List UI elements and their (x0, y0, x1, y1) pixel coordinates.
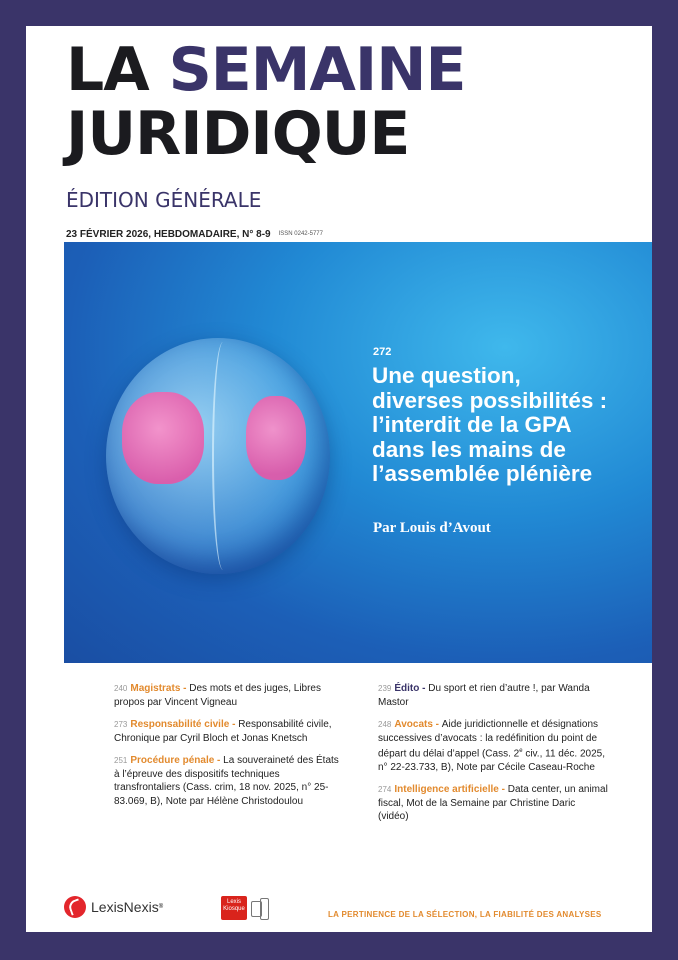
issue-date: 23 FÉVRIER 2026, HEBDOMADAIRE, N° 8-9 (66, 229, 271, 240)
kiosk-label: Lexis (226, 899, 241, 905)
entry-number: 240 (114, 684, 128, 693)
entry-rubric: Magistrats (130, 683, 181, 694)
kiosk-label: Kiosque (223, 906, 245, 912)
entry-separator: - (180, 683, 190, 694)
entry-number: 248 (378, 720, 392, 729)
kiosk-icon[interactable] (221, 896, 247, 920)
contents-entry[interactable] (114, 718, 344, 745)
entry-separator: - (214, 755, 224, 766)
entry-number: 251 (114, 756, 128, 765)
cell-division-seam (212, 342, 234, 570)
cover-image (64, 242, 652, 663)
cover-article-author: Par Louis d’Avout (373, 520, 491, 536)
entry-text: Du sport et rien d’autre !, par Wanda Mastor (378, 683, 590, 708)
title-line: l’assemblée plénière (372, 461, 593, 486)
entry-text: civ., 11 déc. 2025, n° 22-23.733, B), Note par Cécile Caseau-Roche (378, 748, 606, 773)
magazine-title (66, 35, 466, 169)
entry-text: Des mots et des juges, Libres propos par Vincent Vigneau (114, 683, 321, 708)
cover-article-title[interactable] (372, 364, 652, 487)
entry-separator: - (498, 784, 508, 796)
cover-page (26, 26, 652, 932)
contents-entry[interactable] (378, 783, 608, 824)
entry-number: 273 (114, 720, 128, 729)
registered-mark: ® (158, 904, 164, 910)
embryo-cell-image (106, 338, 330, 574)
entry-text: La souveraineté des États à l’épreuve des dispositifs techniques transfrontaliers (Cass. crim, 18 nov. 2025, n° 25-83.069, B), Note par Hélène Christodoulou (114, 755, 339, 807)
brand-name: LexisNexis (91, 899, 159, 915)
contents-left-column (114, 682, 344, 817)
dateline (66, 229, 323, 240)
contents-entry[interactable] (114, 754, 344, 808)
entry-separator: - (432, 719, 442, 730)
entry-number: 239 (378, 684, 392, 693)
entry-text: Aide juridictionnelle et désignations successives d’avocats : la redéfinition du point de départ du délai d’appel (Cass. 2 (378, 719, 599, 760)
entry-rubric: Responsabilité civile (130, 719, 230, 730)
nucleus-left (122, 392, 204, 484)
entry-separator: - (229, 719, 239, 730)
entry-rubric: Avocats (394, 719, 433, 730)
title-la: LA (66, 35, 149, 105)
entry-rubric: Édito (394, 683, 420, 694)
entry-superscript: e (519, 748, 523, 754)
title-line: diverses possibilités : (372, 387, 608, 413)
entry-rubric: Procédure pénale (130, 755, 215, 766)
title-semaine: SEMAINE (168, 35, 466, 105)
phone-shape (260, 898, 269, 920)
tablet-phone-icon (251, 898, 269, 920)
title-line: dans les mains de (372, 436, 566, 462)
issn: ISSN 0242-5777 (278, 231, 323, 238)
entry-number: 274 (378, 785, 392, 795)
entry-text: Data center, un animal fiscal, Mot de la Semaine par Christine Daric (vidéo) (378, 784, 608, 823)
cover-article-number: 272 (373, 346, 392, 358)
lexisnexis-logo-icon (64, 896, 86, 918)
nucleus-right (246, 396, 306, 480)
lexisnexis-logo[interactable] (64, 896, 163, 918)
contents-entry[interactable] (114, 682, 344, 709)
entry-separator: - (419, 683, 429, 694)
title-juridique: JURIDIQUE (66, 99, 410, 169)
contents-right-column (378, 682, 608, 833)
contents-entry[interactable] (378, 682, 608, 709)
tagline: LA PERTINENCE DE LA SÉLECTION, LA FIABILITÉ DES ANALYSES (328, 910, 602, 919)
title-line: l’interdit de la GPA (372, 412, 572, 437)
entry-rubric: Intelligence artificielle (394, 784, 499, 796)
edition-label: ÉDITION GÉNÉRALE (66, 188, 262, 212)
title-line: Une question, (372, 363, 521, 388)
contents-entry[interactable] (378, 718, 608, 774)
entry-text: Responsabilité civile, Chronique par Cyril Bloch et Jonas Knetsch (114, 719, 332, 744)
